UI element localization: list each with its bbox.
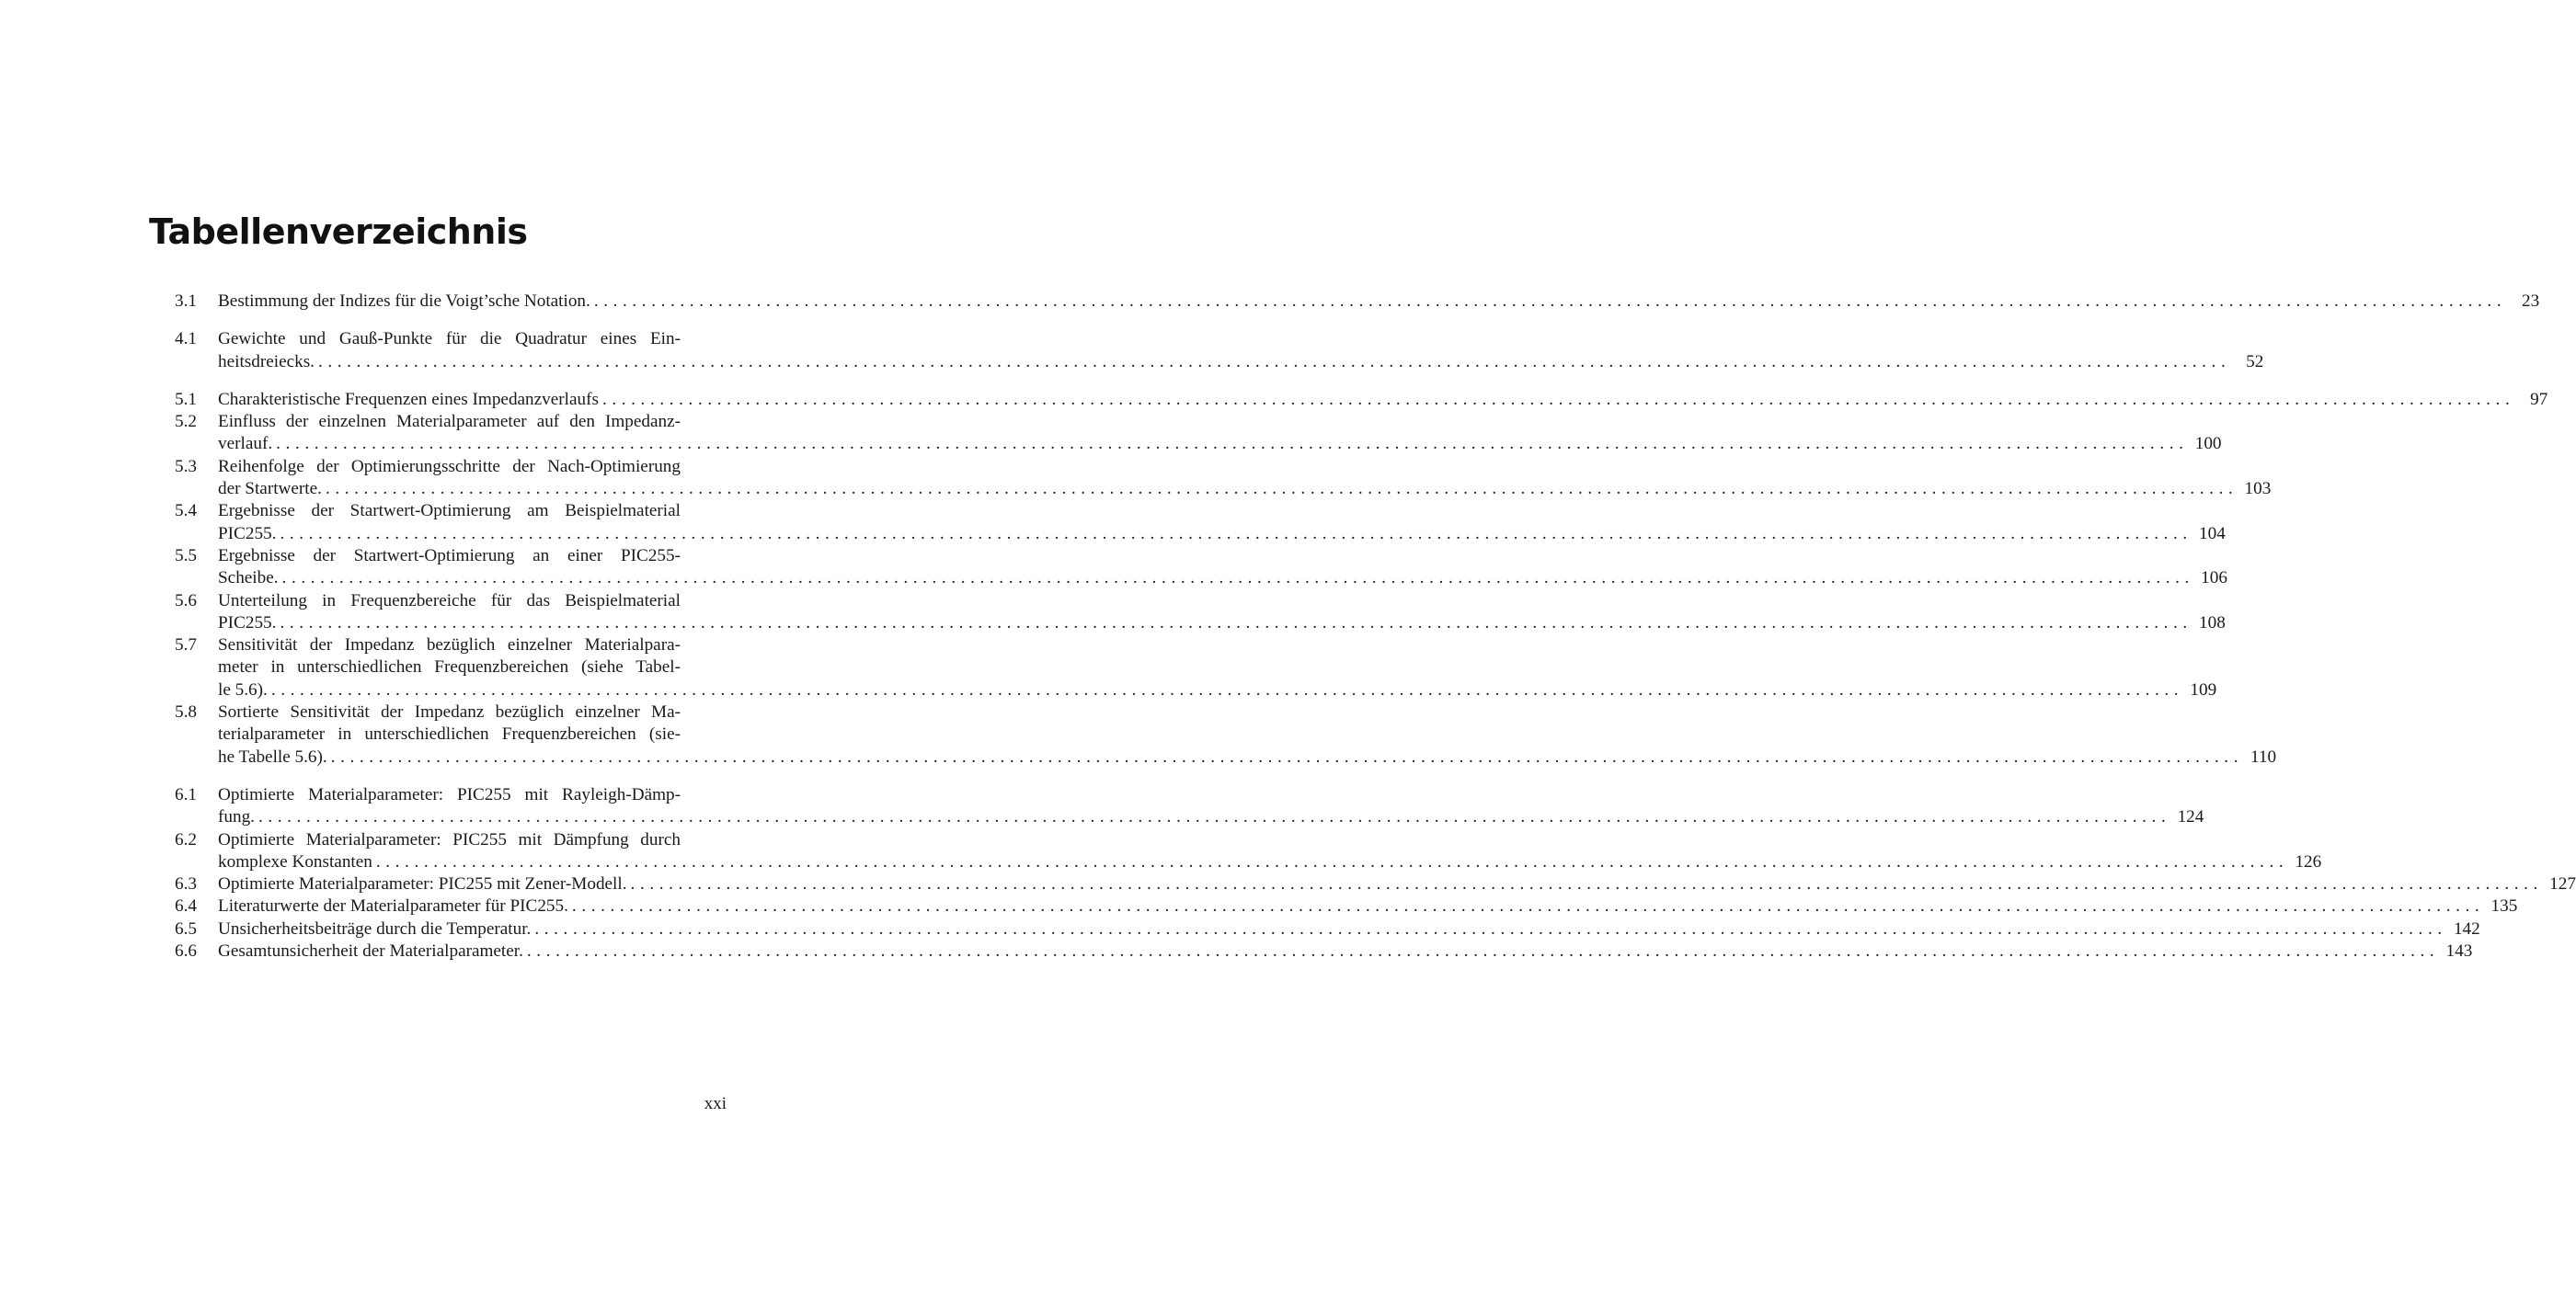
dot-leader: ........................................................................................................................................................................................................ (325, 479, 2238, 499)
toc-entry-body (218, 456, 2272, 501)
caption-text: Scheibe. (218, 568, 279, 588)
toc-entry[interactable] (175, 829, 2322, 874)
dot-leader: ........................................................................................................................................................................................................ (330, 747, 2244, 767)
toc-entry-body (218, 545, 2227, 590)
dot-leader: ........................................................................................................................................................................................................ (534, 918, 2447, 939)
caption-last-line (218, 523, 2226, 545)
toc-page-number[interactable]: 142 (2453, 918, 2480, 939)
table-number: 5.1 (175, 389, 197, 409)
caption-text: heitsdreiecks. (218, 351, 315, 371)
caption-text: Optimierte Materialparameter: PIC255 mit Zener-Modell. (218, 874, 627, 895)
dot-leader: ........................................................................................................................................................................................................ (280, 523, 2192, 543)
caption-line: Reihenfolge der Optimierungsschritte der Nach-Optimierung (218, 456, 681, 476)
toc-entry-body (218, 634, 2217, 701)
table-number: 5.3 (175, 456, 197, 476)
dot-leader: ........................................................................................................................................................................................................ (258, 807, 2171, 827)
toc-page-number[interactable]: 126 (2295, 851, 2322, 872)
toc-entry[interactable] (175, 545, 2227, 590)
caption-text: Literaturwerte der Materialparameter für PIC255. (218, 896, 568, 917)
dot-leader: ........................................................................................................................................................................................................ (593, 291, 2507, 311)
toc-page-number[interactable]: 143 (2445, 941, 2473, 962)
caption-line: Ergebnisse der Startwert-Optimierung an einer PIC255- (218, 545, 681, 565)
caption-text: he Tabelle 5.6). (218, 747, 327, 767)
dot-leader: ........................................................................................................................................................................................................ (276, 434, 2189, 454)
caption-line: Optimierte Materialparameter: PIC255 mit Rayleigh-Dämp- (218, 784, 681, 804)
dot-leader: ........................................................................................................................................................................................................ (571, 896, 2485, 917)
caption-last-line (218, 747, 2277, 769)
toc-entry[interactable] (175, 895, 2518, 918)
toc-entry-body (218, 701, 2277, 769)
toc-entry-body (218, 829, 2322, 874)
caption-text: PIC255. (218, 523, 277, 543)
toc-entry[interactable] (175, 873, 2576, 895)
toc-page-number[interactable]: 103 (2244, 479, 2272, 499)
dot-leader: ........................................................................................................................................................................................................ (280, 612, 2192, 633)
toc-group (175, 291, 2540, 313)
toc-entry-body (218, 328, 2264, 373)
toc-page-number[interactable]: 97 (2530, 389, 2548, 409)
caption-last-line (218, 612, 2226, 634)
toc-page-number[interactable]: 127 (2549, 874, 2576, 895)
toc-page-number[interactable]: 110 (2250, 747, 2277, 767)
table-number: 4.1 (175, 329, 197, 349)
caption-text: komplexe Konstanten (218, 851, 372, 872)
table-number: 5.5 (175, 545, 197, 565)
toc-page-number[interactable]: 108 (2199, 612, 2226, 633)
caption-line: meter in unterschiedlichen Frequenzbereichen (siehe Tabel- (218, 657, 681, 678)
table-number: 3.1 (175, 291, 197, 311)
table-number: 6.6 (175, 941, 197, 962)
dot-leader: ........................................................................................................................................................................................................ (270, 679, 2184, 700)
caption-text: Charakteristische Frequenzen eines Impedanzverlaufs (218, 389, 599, 409)
toc-page-number[interactable]: 23 (2522, 291, 2540, 311)
table-number: 5.8 (175, 702, 197, 723)
page-number: xxi (704, 1094, 727, 1113)
caption-text: verlauf. (218, 434, 273, 454)
toc-entry[interactable] (175, 941, 2473, 963)
caption-line: Sensitivität der Impedanz bezüglich einzelner Materialpara- (218, 635, 681, 656)
toc-entry[interactable] (175, 701, 2277, 769)
toc-page-number[interactable]: 135 (2490, 896, 2518, 917)
toc-entry-body (218, 895, 2518, 918)
toc-entry-body (218, 784, 2204, 829)
caption-line: Gewichte und Gauß-Punkte für die Quadratur eines Ein- (218, 329, 681, 349)
caption-last-line (218, 895, 2518, 918)
caption-last-line (218, 389, 2548, 411)
caption-last-line (218, 433, 2222, 455)
table-number: 6.3 (175, 874, 197, 895)
caption-line: terialparameter in unterschiedlichen Frequenzbereichen (sie- (218, 724, 681, 745)
toc-entry-body (218, 873, 2576, 895)
dot-leader: ........................................................................................................................................................................................................ (526, 941, 2440, 962)
caption-last-line (218, 478, 2272, 500)
dot-leader: ........................................................................................................................................................................................................ (375, 851, 2289, 872)
table-number: 5.6 (175, 590, 197, 610)
caption-text: der Startwerte. (218, 479, 322, 499)
dot-leader: ........................................................................................................................................................................................................ (601, 389, 2515, 409)
caption-text: fung. (218, 807, 255, 827)
caption-last-line (218, 291, 2540, 313)
toc-entry-body (218, 291, 2540, 313)
dot-leader: ........................................................................................................................................................................................................ (630, 874, 2543, 895)
toc-entry[interactable] (175, 918, 2480, 941)
toc-entry[interactable] (175, 328, 2264, 373)
dot-leader: ........................................................................................................................................................................................................ (281, 568, 2194, 588)
caption-last-line (218, 941, 2473, 963)
caption-last-line (218, 567, 2227, 589)
toc-group (175, 784, 2576, 963)
caption-last-line (218, 918, 2480, 941)
table-number: 6.1 (175, 784, 197, 804)
toc-entry-body (218, 941, 2473, 963)
dot-leader: ........................................................................................................................................................................................................ (317, 351, 2231, 371)
toc-entry[interactable] (175, 291, 2540, 313)
toc-entry-body (218, 500, 2226, 545)
caption-text: Unsicherheitsbeiträge durch die Temperatur. (218, 918, 532, 939)
caption-text: Gesamtunsicherheit der Materialparameter. (218, 941, 523, 962)
table-number: 5.2 (175, 412, 197, 432)
toc-entry-body (218, 590, 2226, 635)
caption-last-line (218, 851, 2322, 873)
toc-entry[interactable] (175, 784, 2204, 829)
table-number: 5.7 (175, 635, 197, 656)
toc-entry-body (218, 918, 2480, 941)
toc-entry[interactable] (175, 590, 2226, 635)
toc-page-number[interactable]: 109 (2190, 679, 2217, 700)
caption-last-line (218, 806, 2204, 828)
toc-group (175, 328, 2264, 373)
caption-last-line (218, 873, 2576, 895)
toc-page-number[interactable]: 104 (2199, 523, 2226, 543)
table-number: 5.4 (175, 501, 197, 521)
toc-entry-body (218, 411, 2222, 456)
toc-page-number[interactable]: 106 (2201, 568, 2227, 588)
caption-line: Einfluss der einzelnen Materialparameter auf den Impedanz- (218, 412, 681, 432)
page-title: Tabellenverzeichnis (149, 211, 528, 252)
caption-text: le 5.6). (218, 679, 268, 700)
caption-text: PIC255. (218, 612, 277, 633)
table-number: 6.4 (175, 896, 197, 917)
caption-line: Optimierte Materialparameter: PIC255 mit Dämpfung durch (218, 829, 681, 850)
toc-entry[interactable] (175, 634, 2217, 701)
caption-line: Ergebnisse der Startwert-Optimierung am Beispielmaterial (218, 501, 681, 521)
caption-line: Sortierte Sensitivität der Impedanz bezüglich einzelner Ma- (218, 702, 681, 723)
toc-page-number[interactable]: 100 (2194, 434, 2222, 454)
toc-entry[interactable] (175, 411, 2222, 456)
toc-group (175, 389, 2548, 769)
toc-page-number[interactable]: 52 (2246, 351, 2264, 371)
toc-entry-body (218, 389, 2548, 411)
caption-last-line (218, 679, 2217, 701)
caption-last-line (218, 351, 2264, 373)
toc-entry[interactable] (175, 456, 2272, 501)
table-number: 6.2 (175, 829, 197, 850)
toc-entry[interactable] (175, 500, 2226, 545)
caption-text: Bestimmung der Indizes für die Voigt’sche Notation. (218, 291, 590, 311)
toc-page-number[interactable]: 124 (2177, 807, 2204, 827)
table-number: 6.5 (175, 918, 197, 939)
toc-entry[interactable] (175, 389, 2548, 411)
list-of-tables (175, 291, 2576, 978)
caption-line: Unterteilung in Frequenzbereiche für das Beispielmaterial (218, 590, 681, 610)
